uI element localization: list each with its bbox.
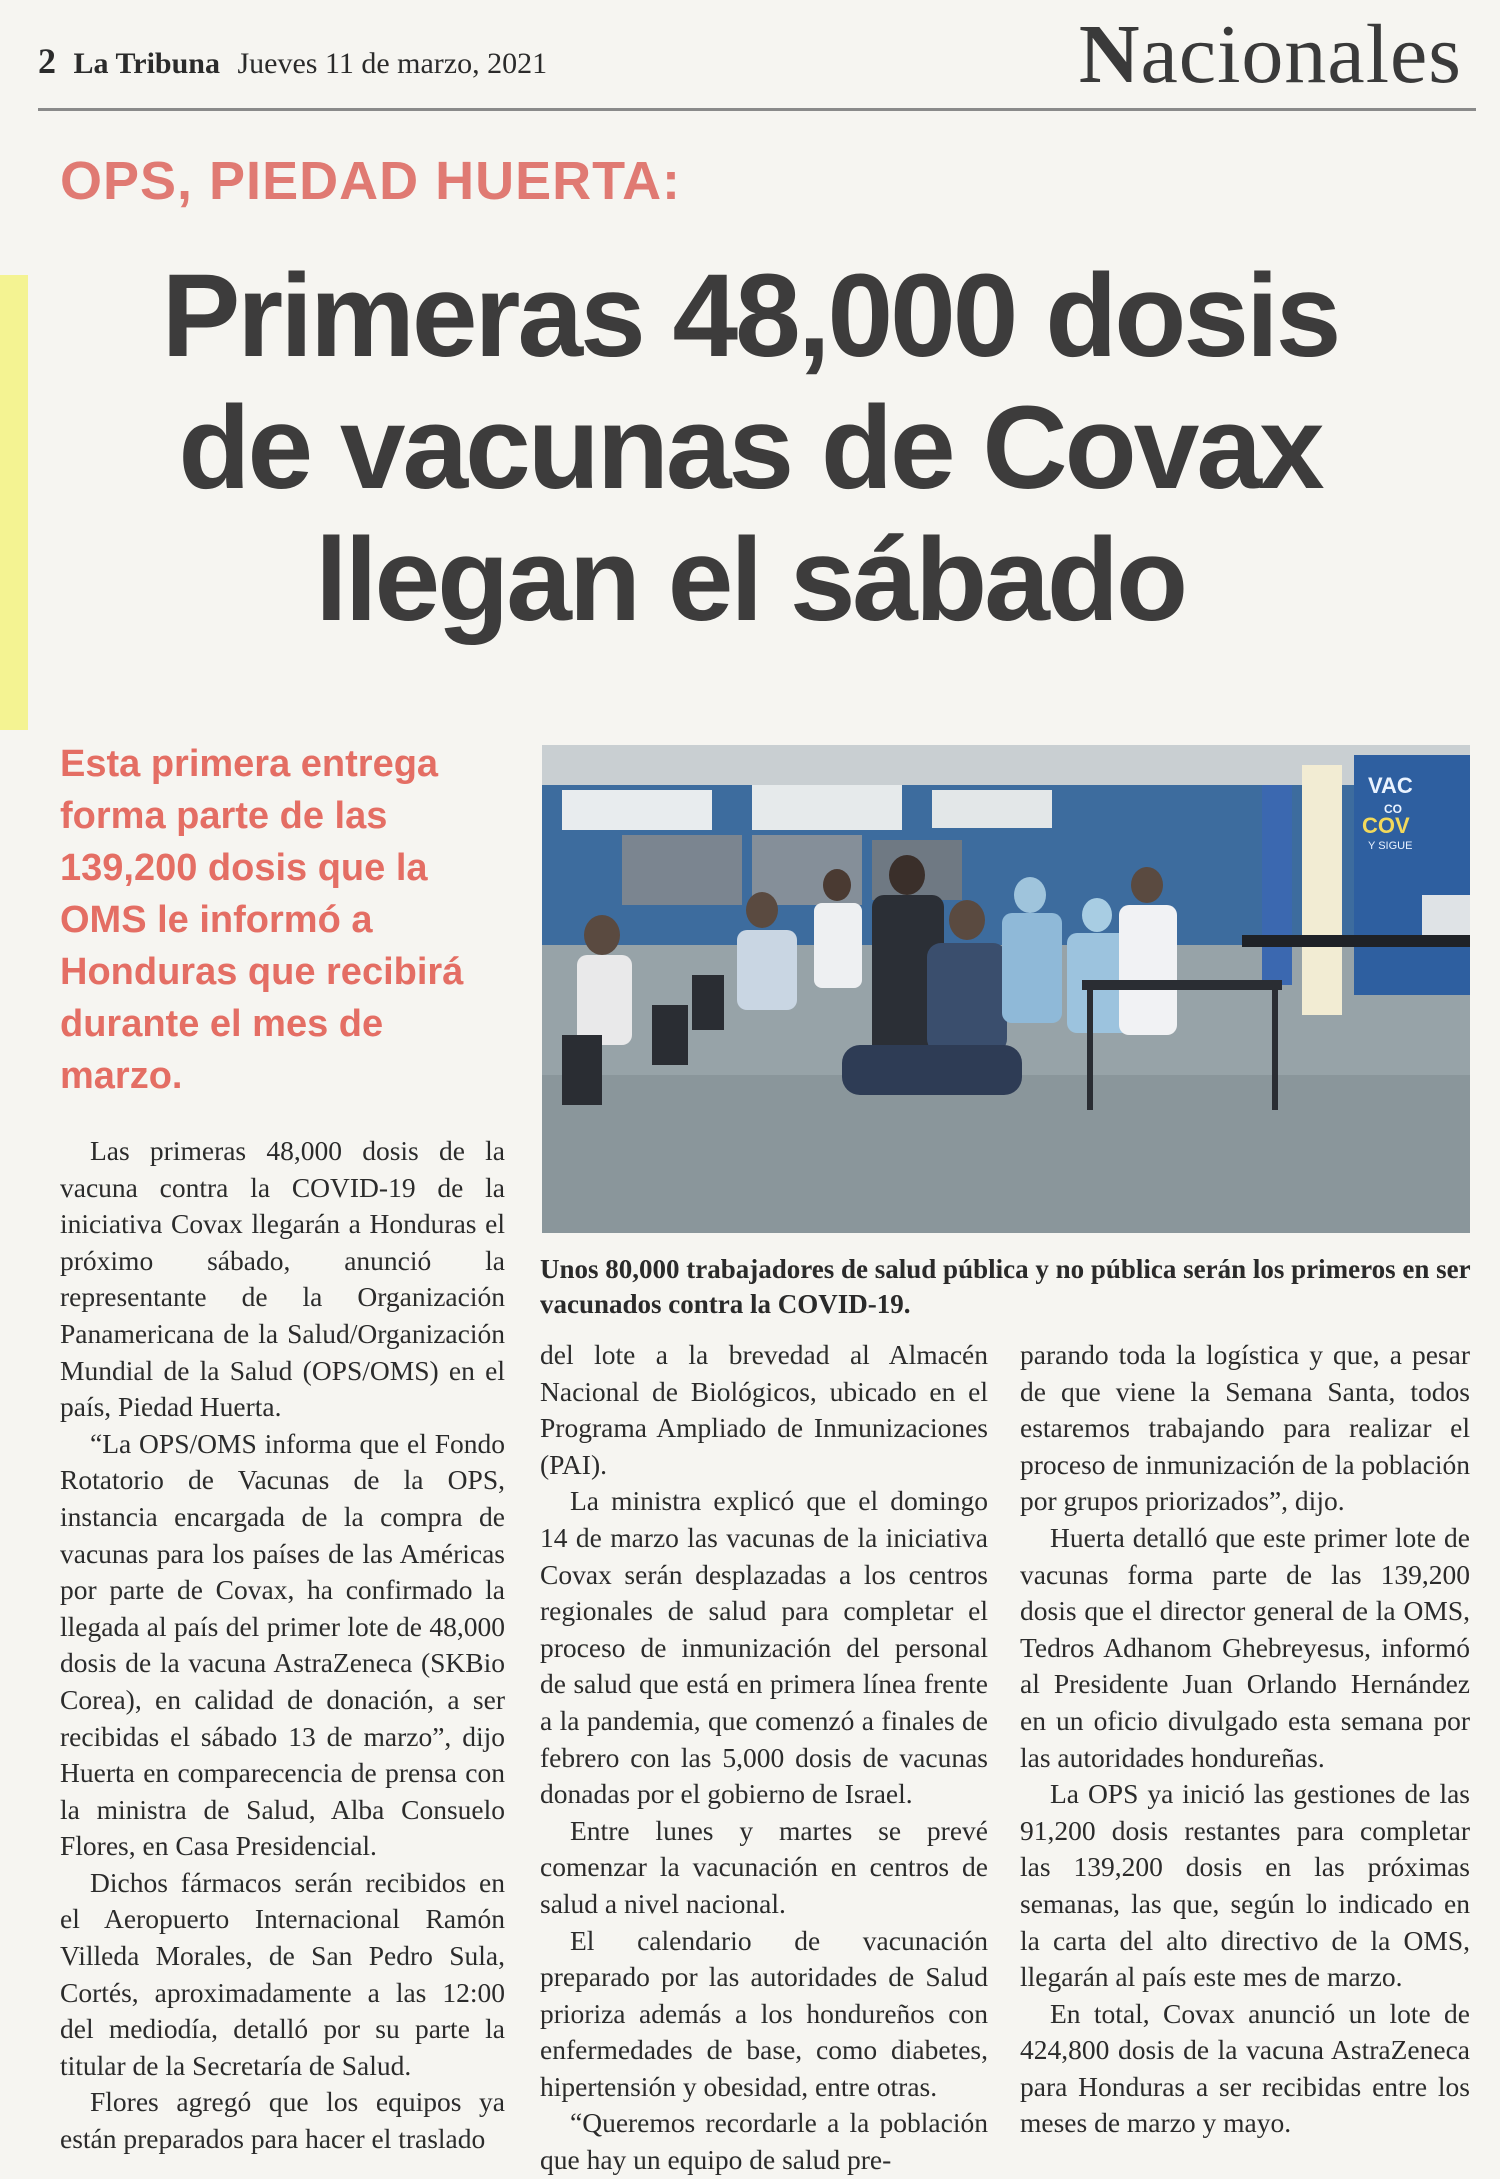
article-photo	[542, 745, 1470, 1233]
article-column-2	[540, 1337, 988, 2179]
article-column-3	[1020, 1337, 1470, 2142]
article-deck: Esta primera entrega forma parte de las 139,200 dosis que la OMS le informó a Honduras que recibirá durante el mes de marzo.	[60, 743, 464, 1097]
body-paragraph: La OPS ya inició las gestiones de las 91,200 dosis restantes para completar las 139,200 dosis en las próximas semanas, las que, según lo indicado en la carta del alto directivo de la OMS, llegarán al país este mes de marzo.	[1020, 1778, 1470, 1993]
body-paragraph: La ministra explicó que el domingo 14 de marzo las vacunas de la iniciativa Covax serán desplazadas a los centros regionales de salud para completar el proceso de inmunización del personal de salud que está en primera línea frente a la pandemia, que comenzó a finales de febrero con las 5,000 dosis de vacunas donadas por el gobierno de Israel.	[540, 1485, 988, 1810]
page-number: 2	[38, 41, 56, 81]
headline-line: Primeras 48,000 dosis	[161, 250, 1339, 382]
photo-caption: Unos 80,000 trabajadores de salud pública y no pública serán los primeros en ser vacunados contra la COVID-19.	[540, 1254, 1471, 1319]
body-paragraph: “La OPS/OMS informa que el Fondo Rotatorio de Vacunas de la OPS, instancia encargada de la compra de vacunas para los países de las Américas por parte de Covax, ha confirmado la llegada al país del primer lote de 48,000 dosis de la vacuna AstraZeneca (SKBio Corea), en calidad de donación, a ser recibidas el sábado 13 de marzo”, dijo Huerta en comparecencia de prensa con la ministra de Salud, Alba Consuelo Flores, en Casa Presidencial.	[60, 1427, 505, 1862]
banner-text: COV	[1362, 813, 1410, 838]
article-kicker: OPS, PIEDAD HUERTA:	[60, 151, 682, 211]
issue-date: Jueves 11 de marzo, 2021	[237, 47, 548, 80]
article-column-1	[60, 1133, 505, 2158]
highlighter-mark	[0, 275, 28, 730]
headline-line: llegan el sábado	[314, 514, 1186, 646]
body-paragraph: del lote a la brevedad al Almacén Nacional de Biológicos, ubicado en el Programa Ampliado de Inmunizaciones (PAI).	[540, 1339, 988, 1480]
section-rest: acionales	[1140, 8, 1462, 101]
section-title	[1079, 6, 1462, 103]
folio	[38, 40, 547, 82]
article-headline	[40, 250, 1460, 646]
body-paragraph: Flores agregó que los equipos ya están preparados para hacer el traslado	[60, 2086, 505, 2155]
header-rule	[38, 108, 1476, 111]
banner-text: VAC	[1368, 773, 1413, 798]
body-paragraph: En total, Covax anunció un lote de 424,800 dosis de la vacuna AstraZeneca para Honduras a ser recibidas entre los meses de marzo y mayo.	[1020, 1997, 1470, 2139]
body-paragraph: El calendario de vacunación preparado por las autoridades de Salud prioriza además a los hondureños con enfermedades de base, como diabetes, hipertensión y obesidad, entre otras.	[540, 1924, 988, 2102]
banner-text: Y SIGUE	[1368, 840, 1413, 852]
headline-line: de vacunas de Covax	[178, 382, 1322, 514]
newspaper-name: La Tribuna	[73, 47, 220, 80]
body-paragraph: Huerta detalló que este primer lote de vacunas forma parte de las 139,200 dosis que el director general de la OMS, Tedros Adhanom Ghebreyesus, informó al Presidente Juan Orlando Hernández en un oficio divulgado esta semana por las autoridades hondureñas.	[1020, 1521, 1470, 1773]
body-paragraph: Dichos fármacos serán recibidos en el Aeropuerto Internacional Ramón Villeda Morales, de San Pedro Sula, Cortés, aproximadamente a las 12:00 del mediodía, detalló por su parte la titular de la Secretaría de Salud.	[60, 1866, 505, 2081]
page-header	[0, 0, 1500, 110]
body-paragraph: Las primeras 48,000 dosis de la vacuna contra la COVID-19 de la iniciativa Covax llegarán a Honduras el próximo sábado, anunció la representante de la Organización Panamericana de la Salud/Organización Mundial de la Salud (OPS/OMS) en el país, Piedad Huerta.	[60, 1135, 505, 1423]
body-paragraph: parando toda la logística y que, a pesar de que viene la Semana Santa, todos estaremos trabajando para realizar el proceso de inmunización de la población por grupos priorizados”, dijo.	[1020, 1339, 1470, 1517]
body-paragraph: “Queremos recordarle a la población que hay un equipo de salud pre-	[540, 2107, 988, 2176]
section-initial: N	[1078, 8, 1141, 101]
body-paragraph: Entre lunes y martes se prevé comenzar la vacunación en centros de salud a nivel nacional.	[540, 1814, 988, 1919]
banner-text: CO	[1384, 802, 1402, 816]
